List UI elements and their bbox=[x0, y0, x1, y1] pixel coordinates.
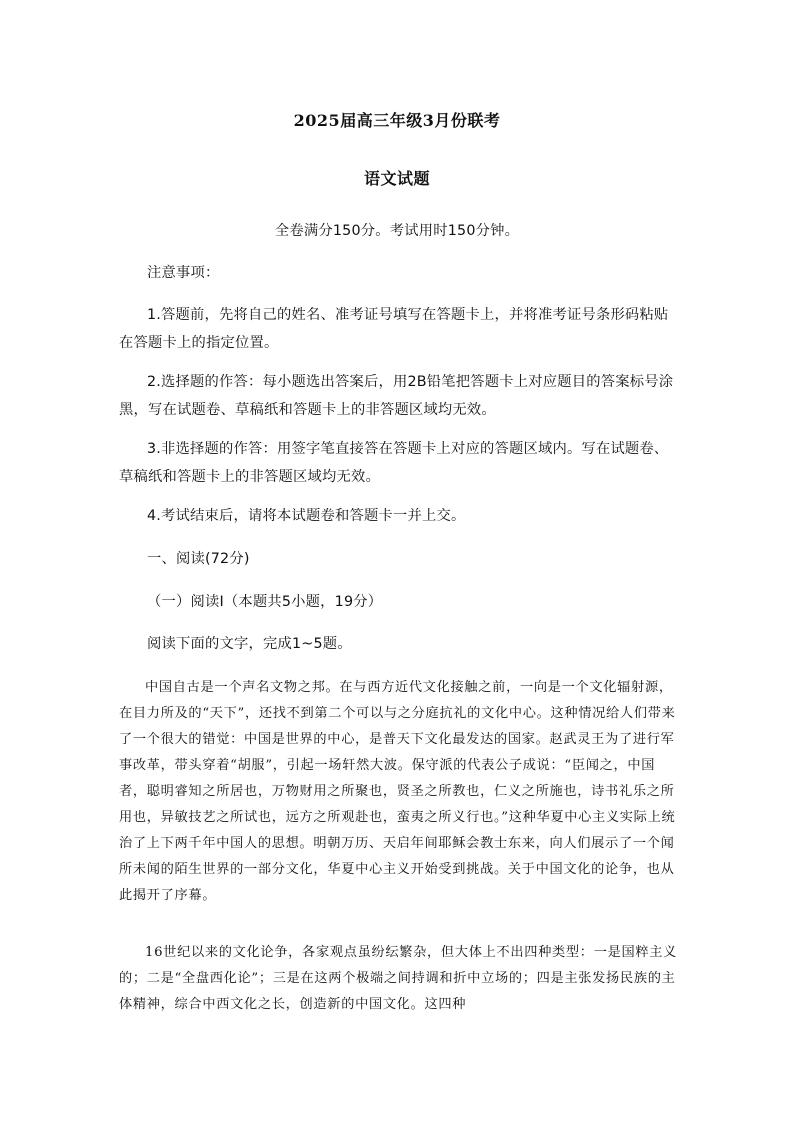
subject-title: 语文试题 bbox=[363, 169, 430, 188]
reading-instruction: 阅读下面的文字，完成1~5题。 bbox=[147, 636, 352, 652]
passage-paragraph-2: 16世纪以来的文化论争，各家观点虽纷纭繁杂，但大体上不出四种类型：一是国粹主义的；二是“全盘西化论”；三是在这两个极端之间持调和折中立场的；四是主张发扬民族的主体精神，综合中西文化之长，创造新的中国文化。这四种 bbox=[119, 945, 678, 1012]
notes-heading: 注意事项： bbox=[147, 265, 220, 281]
exam-title: 2025届高三年级3月份联考 bbox=[293, 111, 501, 130]
note-item-1: 1.答题前，先将自己的姓名、准考证号填写在答题卡上，并将准考证号条形码粘贴在答题卡上的指定位置。 bbox=[119, 307, 669, 351]
note-item-3: 3.非选择题的作答：用签字笔直接答在答题卡上对应的答题区域内。写在试题卷、草稿纸和答题卡上的非答题区域均无效。 bbox=[119, 441, 669, 485]
passage-paragraph-1: 中国自古是一个声名文物之邦。在与西方近代文化接触之前，一向是一个文化辐射源，在目力所及的“天下”，还找不到第二个可以与之分庭抗礼的文化中心。这种情况给人们带来了一个很大的错觉：中国是世界的中心，是普天下文化最发达的国家。赵武灵王为了进行军事改革，带头穿着“胡服”，引起一场轩然大波。保守派的代表公子成说：“臣闻之，中国者，聪明睿知之所居也，万物财用之所聚也，贤圣之所教也，仁义之所施也，诗书礼乐之所用也，异敏技艺之所试也，远方之所观赴也，蛮夷之所义行也。”这种华夏中心主义实际上统治了上下两千年中国人的思想。明朝万历、天启年间耶稣会教士东来，向人们展示了一个闻所未闻的陌生世界的一部分文化，华夏中心主义开始受到挑战。关于中国文化的论争，也从此揭开了序幕。 bbox=[119, 680, 676, 903]
note-item-4: 4.考试结束后，请将本试题卷和答题卡一并上交。 bbox=[147, 508, 466, 524]
subsection-heading: （一）阅读Ⅰ（本题共5小题，19分） bbox=[147, 594, 383, 610]
section-heading: 一、阅读(72分) bbox=[147, 551, 250, 567]
exam-info: 全卷满分150分。考试用时150分钟。 bbox=[274, 223, 520, 239]
note-item-2: 2.选择题的作答：每小题选出答案后，用2B铅笔把答题卡上对应题目的答案标号涂黑，写在试题卷、草稿纸和答题卡上的非答题区域均无效。 bbox=[119, 374, 674, 418]
